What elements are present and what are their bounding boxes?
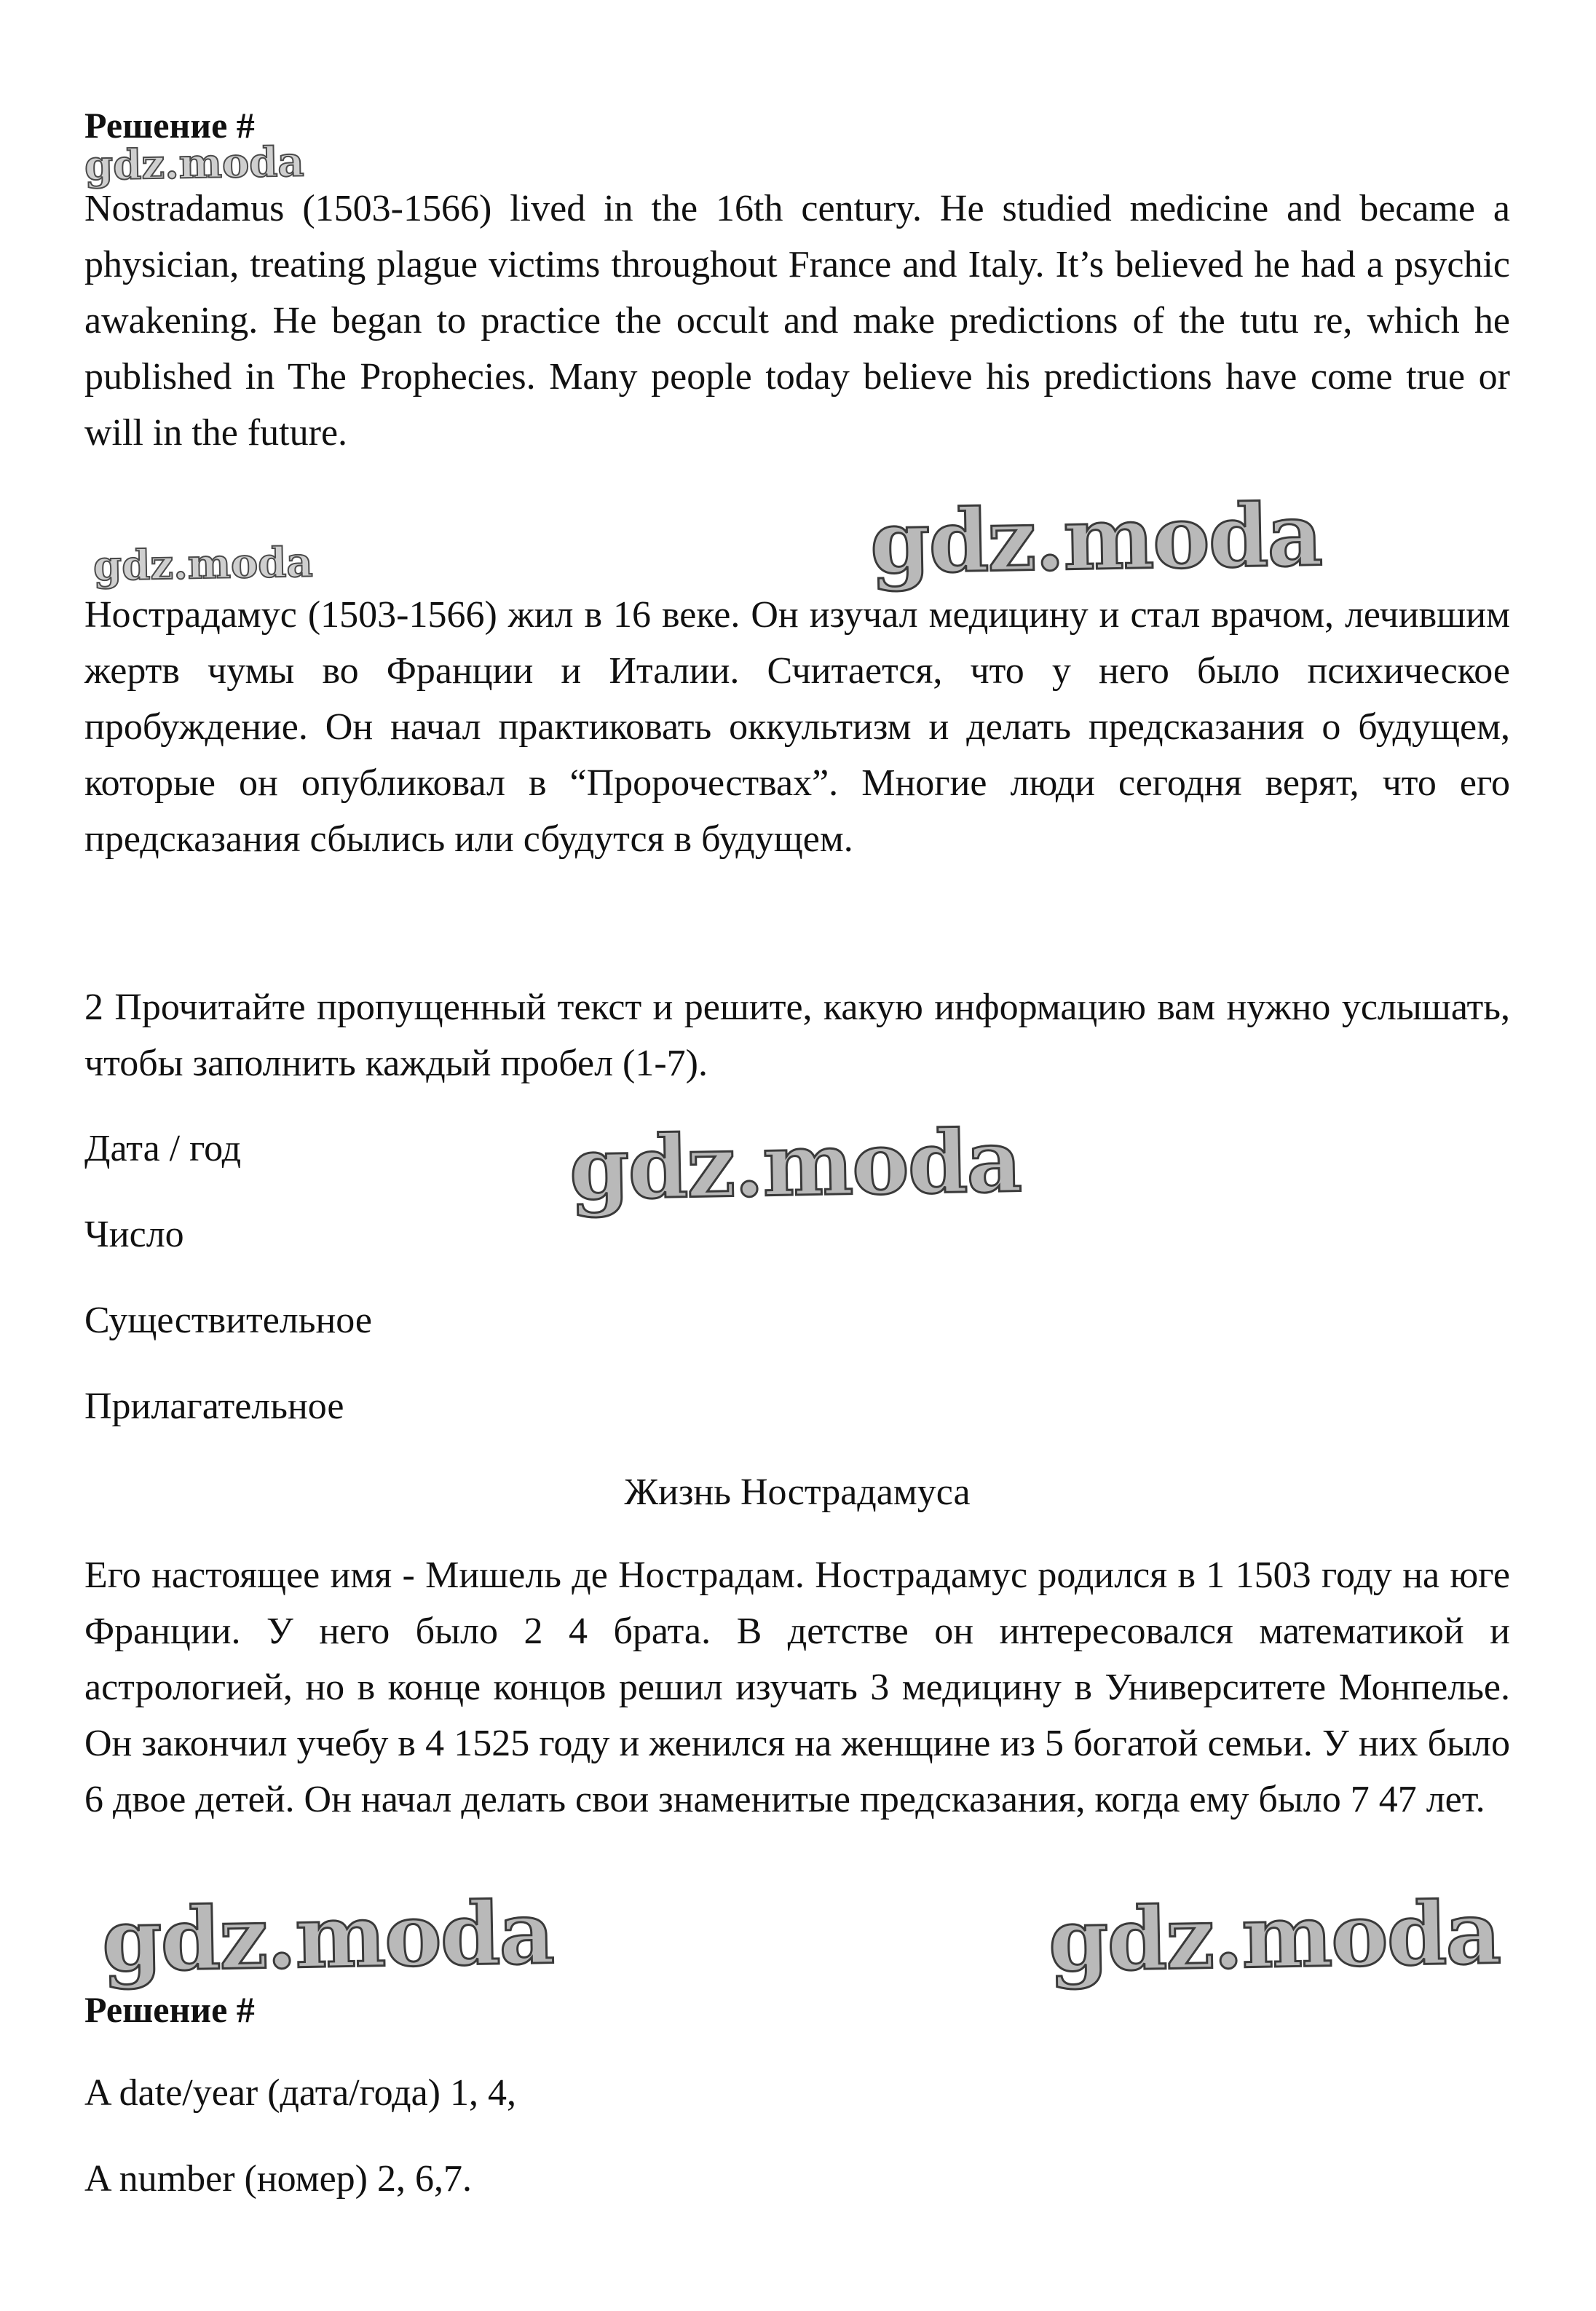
watermark-logo: gdz.moda [1047, 1881, 1501, 1991]
english-paragraph: Nostradamus (1503-1566) lived in the 16th century. He studied medicine and became a physician, treating plague victims throughout France and Italy. It’s believed he had a psychic awakening. He began to practice the occult and make predictions of the tutu re, which he published in The Prophecies. Many people today believe his predictions have come true or will in the future. [84, 188, 1510, 454]
answer-date-year: A date/year (дата/года) 1, 4, [84, 2072, 516, 2114]
story-title: Жизнь Нострадамуса [624, 1471, 971, 1513]
watermark-logo: gdz.moda [100, 1881, 554, 1991]
category-number: Число [84, 1214, 184, 1255]
task-instruction: 2 Прочитайте пропущенный текст и решите, какую информацию вам нужно услышать, чтобы заполнить каждый пробел (1-7). [84, 987, 1510, 1084]
watermark-logo: gdz.moda [84, 138, 305, 190]
solution-heading-2: Решение # [84, 1989, 255, 2030]
watermark-logo: gdz.moda [92, 538, 314, 590]
story-paragraph: Его настоящее имя - Мишель де Нострадам. Нострадамус родился в 1 1503 году на юге Франции. У него было 2 4 брата. В детстве он интересовался математикой и астрологией, но в конце концов решил изучать 3 медицину в Университете Монпелье. Он закончил учебу в 4 1525 году и женился на женщине из 5 богатой семьи. У них было 6 двое детей. Он начал делать свои знаменитые предсказания, когда ему было 7 47 лет. [84, 1555, 1510, 1820]
answer-number: A number (номер) 2, 6,7. [84, 2158, 472, 2200]
solution-heading: Решение # [84, 105, 255, 146]
category-noun: Существительное [84, 1300, 373, 1341]
category-adjective: Прилагательное [84, 1386, 344, 1427]
watermark-logo: gdz.moda [869, 483, 1322, 593]
russian-paragraph: Нострадамус (1503-1566) жил в 16 веке. Он изучал медицину и стал врачом, лечившим жертв чумы во Франции и Италии. Считается, что у него было психическое пробуждение. Он начал практиковать оккультизм и делать предсказания о будущем, которые он опубликовал в “Пророчествах”. Многие люди сегодня верят, что его предсказания сбылись или сбудутся в будущем. [84, 594, 1510, 860]
watermark-logo: gdz.moda [568, 1110, 1022, 1220]
category-date-year: Дата / год [84, 1128, 242, 1169]
